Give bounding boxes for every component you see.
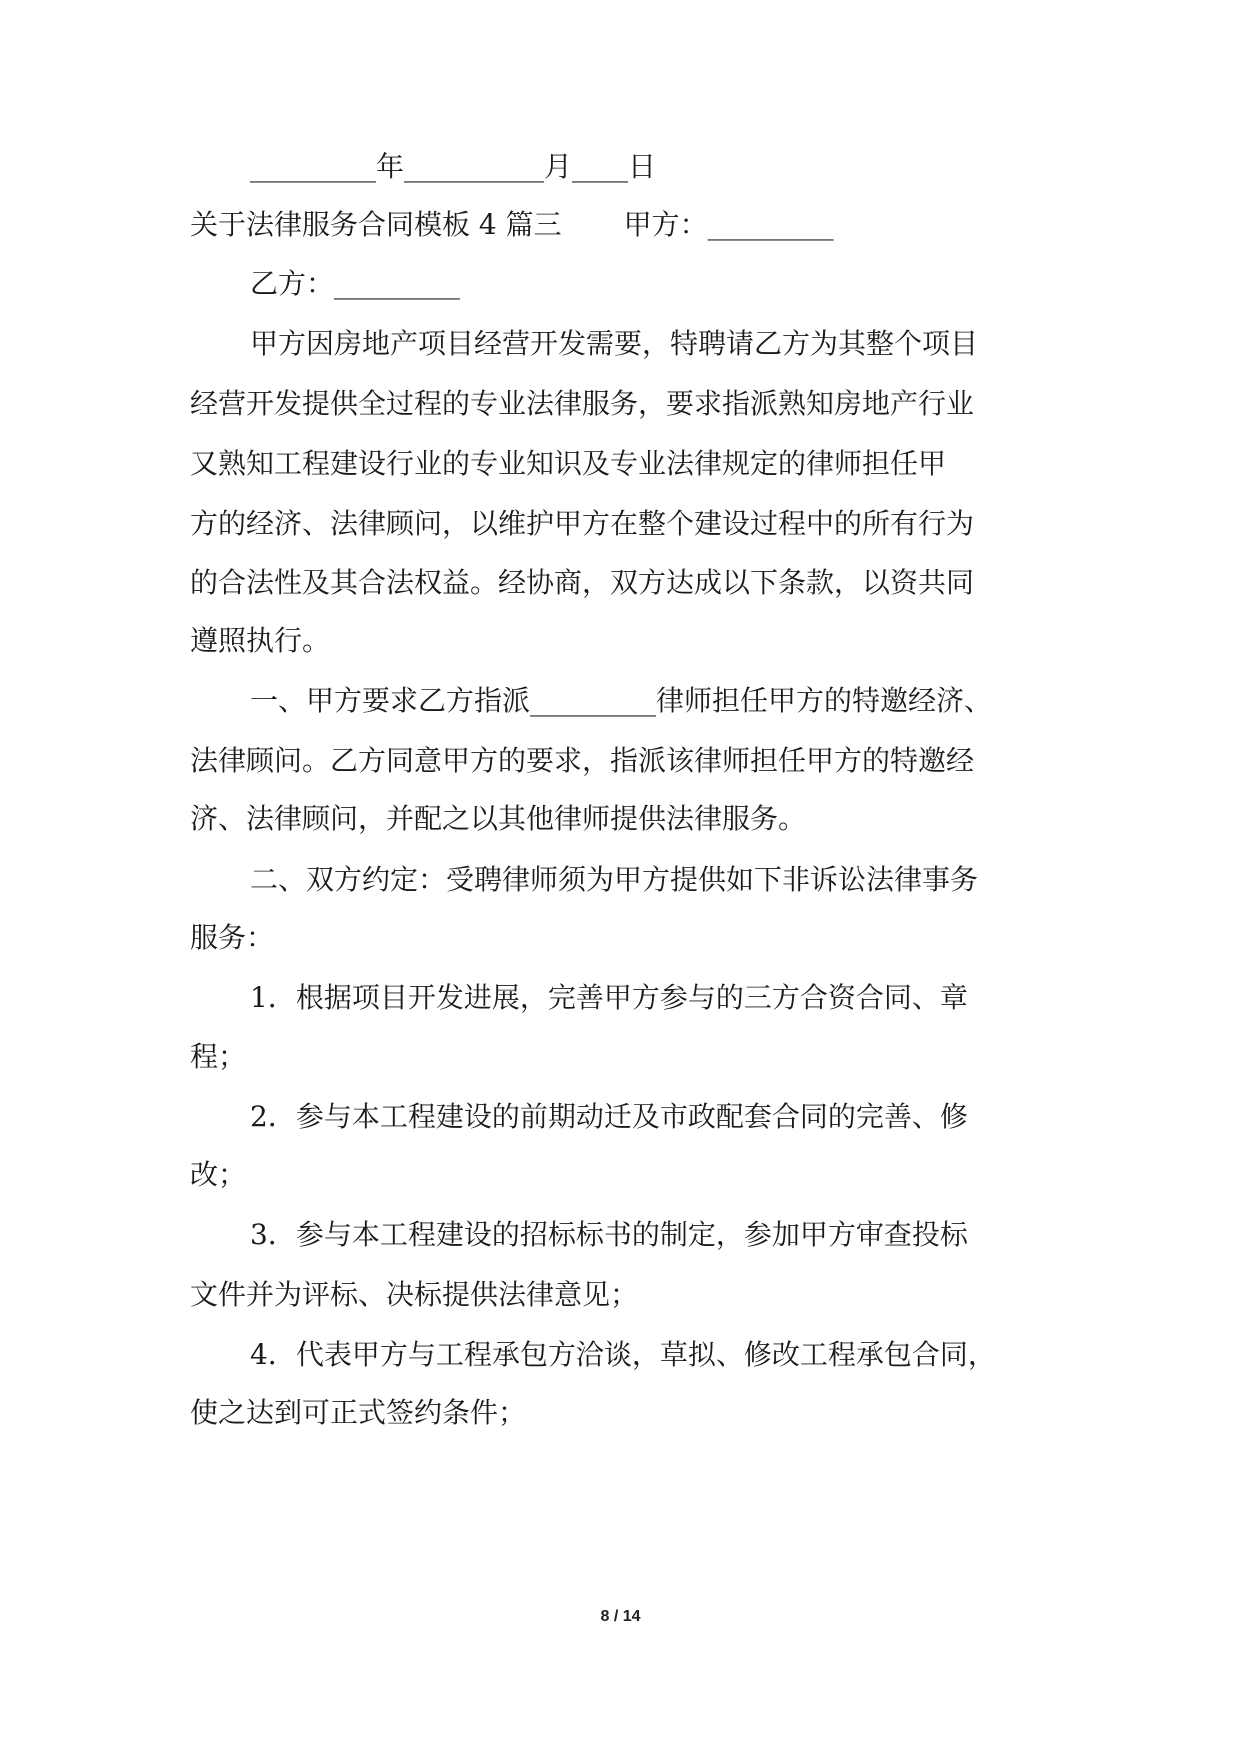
clause-line: 法律顾问。乙方同意甲方的要求，指派该律师担任甲方的特邀经 xyxy=(190,744,975,777)
list-item: 程； xyxy=(190,1040,247,1073)
clause-line: 二、双方约定：受聘律师须为甲方提供如下非诉讼法律事务 xyxy=(250,863,979,896)
list-item: 3．参与本工程建设的招标标书的制定，参加甲方审查投标 xyxy=(250,1218,968,1251)
paragraph-line: 又熟知工程建设行业的专业知识及专业法律规定的律师担任甲 xyxy=(190,447,947,480)
paragraph-line: 甲方因房地产项目经营开发需要，特聘请乙方为其整个项目 xyxy=(250,327,979,360)
list-item: 使之达到可正式签约条件； xyxy=(190,1396,527,1429)
party-b-field: 乙方：_________ xyxy=(250,267,461,300)
list-item: 1．根据项目开发进展，完善甲方参与的三方合资合同、章 xyxy=(250,981,968,1014)
list-item: 4．代表甲方与工程承包方洽谈，草拟、修改工程承包合同， xyxy=(250,1338,996,1371)
paragraph-line: 经营开发提供全过程的专业法律服务，要求指派熟知房地产行业 xyxy=(190,387,975,420)
clause-line: 服务： xyxy=(190,921,275,954)
clause-line: 一、甲方要求乙方指派_________律师担任甲方的特邀经济、 xyxy=(250,684,993,717)
title-line xyxy=(190,208,834,241)
list-item: 2．参与本工程建设的前期动迁及市政配套合同的完善、修 xyxy=(250,1100,968,1133)
clause-line: 济、法律顾问，并配之以其他律师提供法律服务。 xyxy=(190,802,807,835)
document-title: 关于法律服务合同模板 4 篇三 xyxy=(190,208,562,241)
paragraph-line: 方的经济、法律顾问，以维护甲方在整个建设过程中的所有行为 xyxy=(190,507,975,540)
page-number: 8 / 14 xyxy=(600,1608,641,1625)
party-a-field: 甲方：_________ xyxy=(623,208,834,241)
date-line: _________年__________月____日 xyxy=(250,150,657,183)
paragraph-line: 的合法性及其合法权益。经协商，双方达成以下条款，以资共同 xyxy=(190,566,975,599)
list-item: 改； xyxy=(190,1158,247,1191)
paragraph-line: 遵照执行。 xyxy=(190,624,331,657)
list-item: 文件并为评标、决标提供法律意见； xyxy=(190,1278,639,1311)
